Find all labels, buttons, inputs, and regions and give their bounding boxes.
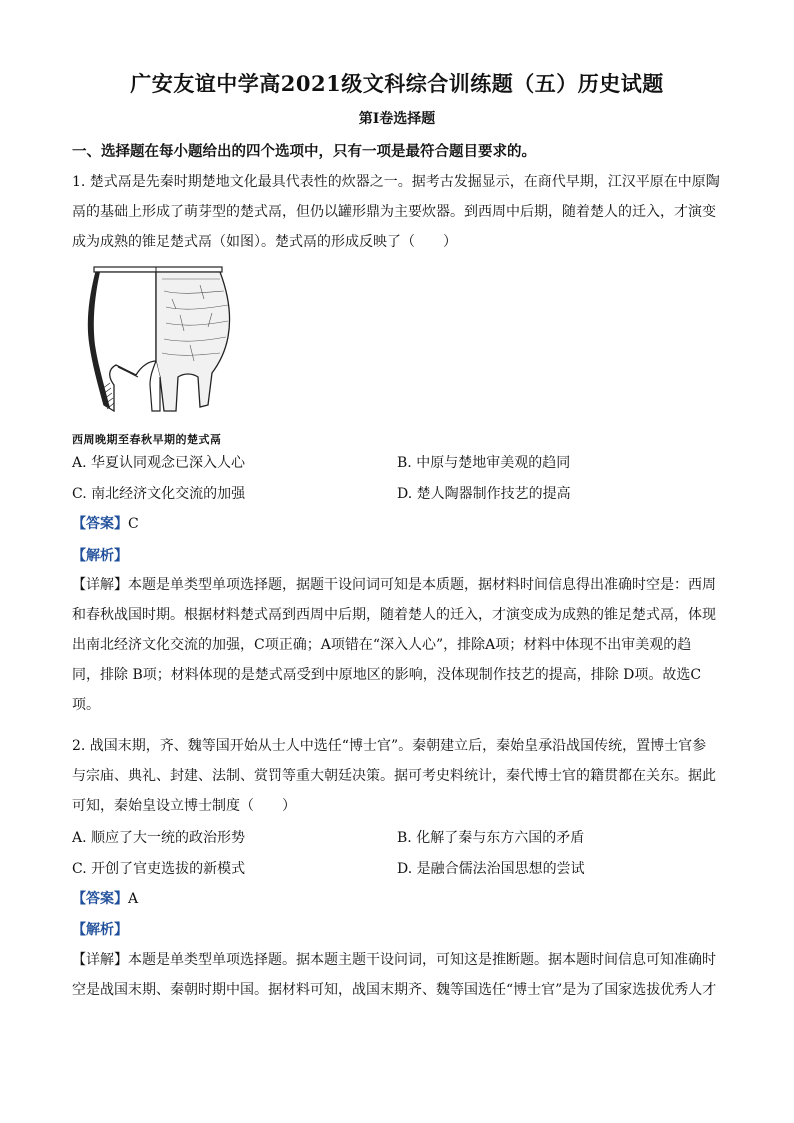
question-2-analysis-label [72, 919, 128, 939]
question-2-stem [72, 731, 722, 821]
question-1-stem-line: 1. 楚式鬲是先秦时期楚地文化最具代表性的炊器之一。据考古发掘显示，在商代早期，江汉平原在中原陶 [72, 174, 720, 190]
question-2-option-d[interactable]: D. 是融合儒法治国思想的尝试 [397, 861, 585, 877]
question-2-detail-line: 【详解】本题是单类型单项选择题。据本题主题干设问词，可知这是推断题。据本题时间信息可知准确时 [72, 952, 716, 968]
chu-style-li-vessel-illustration [80, 265, 240, 415]
question-1-option-a[interactable]: A. 华夏认同观念已深入人心 [72, 455, 246, 471]
question-1-stem-line: 鬲的基础上形成了萌芽型的楚式鬲，但仍以罐形鼎为主要炊器。到西周中后期，随着楚人的迁入，才演变 [72, 204, 716, 220]
question-1-detail-line: 同，排除 B项；材料体现的是楚式鬲受到中原地区的影响，没体现制作技艺的提高，排除 D项。故选C [72, 667, 702, 683]
page-title: 广安友谊中学高2021级文科综合训练题（五）历史试题 [130, 71, 664, 96]
question-1-detail [72, 570, 722, 720]
question-1-stem [72, 167, 722, 257]
question-1-answer [72, 513, 139, 533]
question-1-analysis-label [72, 545, 128, 565]
answer-label: 【答案】 [72, 891, 128, 907]
question-1-detail-line: 和春秋战国时期。根据材料楚式鬲到西周中后期，随着楚人的迁入，才演变成为成熟的锥足楚式鬲，体现 [72, 607, 716, 623]
question-1-detail-line: 【详解】本题是单类型单项选择题，据题干设问词可知是本质题，据材料时间信息得出准确时空是：西周 [72, 577, 716, 593]
question-2-stem-line: 可知，秦始皇设立博士制度（ ） [72, 798, 296, 814]
figure-caption: 西周晚期至春秋早期的楚式鬲 [72, 433, 222, 446]
question-2-option-c[interactable]: C. 开创了官吏选拔的新模式 [72, 861, 246, 877]
answer-label: 【答案】 [72, 516, 128, 532]
question-1-option-d[interactable]: D. 楚人陶器制作技艺的提高 [397, 486, 571, 502]
section-heading: 一、选择题在每小题给出的四个选项中，只有一项是最符合题目要求的。 [72, 143, 536, 160]
answer-value: C [128, 516, 139, 532]
question-2-detail-line: 空是战国末期、秦朝时期中国。据材料可知，战国末期齐、魏等国选任“博士官”是为了国家选拔优秀人才 [72, 982, 717, 998]
analysis-label: 【解析】 [72, 922, 128, 938]
analysis-label: 【解析】 [72, 548, 128, 564]
question-1-option-c[interactable]: C. 南北经济文化交流的加强 [72, 486, 246, 502]
question-2-option-b[interactable]: B. 化解了秦与东方六国的矛盾 [397, 830, 585, 846]
question-2-option-a[interactable]: A. 顺应了大一统的政治形势 [72, 830, 246, 846]
question-2-stem-line: 2. 战国末期，齐、魏等国开始从士人中选任“博士官”。秦朝建立后，秦始皇承沿战国传统，置博士官参 [72, 738, 707, 754]
question-2-stem-line: 与宗庙、典礼、封建、法制、赏罚等重大朝廷决策。据可考史料统计，秦代博士官的籍贯都在关东。据此 [72, 768, 716, 784]
page-subtitle: 第Ⅰ卷选择题 [358, 111, 436, 127]
answer-value: A [128, 891, 139, 907]
question-1-detail-line: 项。 [72, 697, 100, 713]
question-1-option-b[interactable]: B. 中原与楚地审美观的趋同 [397, 455, 571, 471]
question-1-detail-line: 出南北经济文化交流的加强，C项正确；A项错在“深入人心”，排除A项；材料中体现不出审美观的趋 [72, 637, 692, 653]
question-2-answer [72, 888, 138, 908]
question-1-stem-line: 成为成熟的锥足楚式鬲（如图）。楚式鬲的形成反映了（ ） [72, 234, 457, 250]
question-2-detail [72, 945, 722, 1005]
